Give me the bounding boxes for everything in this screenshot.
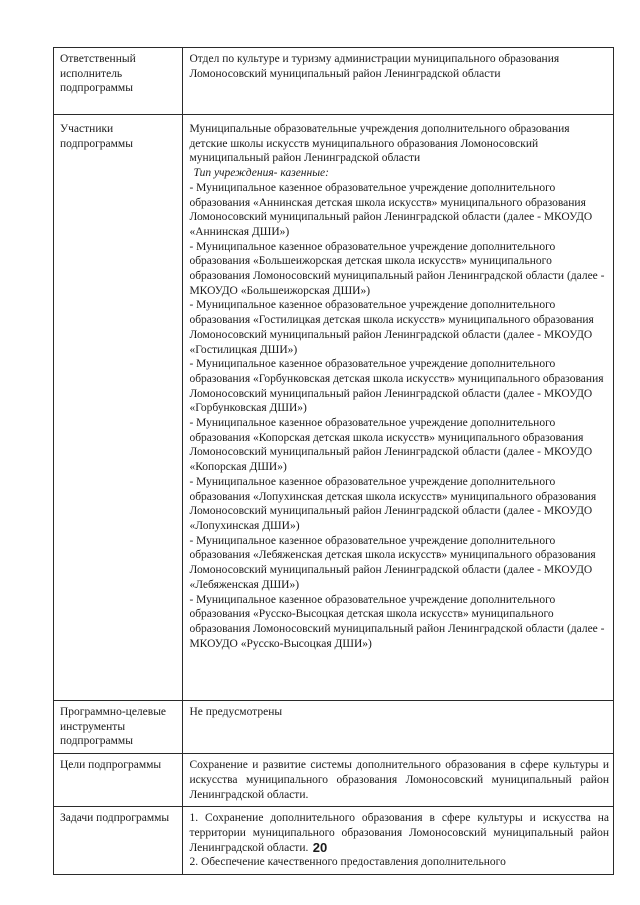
row-content-responsible: Отдел по культуре и туризму администрации муниципального образования Ломоносовский муниципальный район Ленинградской области — [183, 48, 614, 115]
participant-item: - Муниципальное казенное образовательное учреждение дополнительного образования «Русско-Высоцкая детская школа искусств» муниципального образования Ломоносовский муниципальный район Ленинградской области (далее - МКОУДО «Русско-Высоцкая ДШИ») — [189, 593, 605, 650]
row-label-participants: Участники подпрограммы — [54, 115, 183, 701]
table-row — [54, 701, 614, 754]
task-item: 1. Сохранение дополнительного образования в сфере культуры и искусства на территории муниципального образования Ломоносовский муниципальный район Ленинградской области. — [189, 812, 609, 854]
participant-item: - Муниципальное казенное образовательное учреждение дополнительного образования «Лебяженская детская школа искусств» муниципального образования Ломоносовский муниципальный район Ленинградской области (далее - МКОУДО «Лебяженская ДШИ») — [189, 534, 596, 591]
row-label-responsible: Ответственный исполнитель подпрограммы — [54, 48, 183, 115]
row-content-tools: Не предусмотрены — [183, 701, 614, 754]
row-label-tools: Программно-целевые инструменты подпрограммы — [54, 701, 183, 754]
row-label-goals: Цели подпрограммы — [54, 754, 183, 807]
participant-item: - Муниципальное казенное образовательное учреждение дополнительного образования «Гостилицкая детская школа искусств» муниципального образования Ломоносовский муниципальный район Ленинградской области (далее - МКОУДО «Гостилицкая ДШИ») — [189, 299, 594, 356]
row-content-participants — [183, 115, 614, 701]
program-table-page — [53, 47, 614, 875]
table-row — [54, 48, 614, 115]
table-row — [54, 115, 614, 701]
subprogram-passport-table — [53, 47, 614, 875]
participant-item: - Муниципальное казенное образовательное учреждение дополнительного образования «Аннинская детская школа искусств» муниципального образования Ломоносовский муниципальный район Ленинградской области (далее - МКОУДО «Аннинская ДШИ») — [189, 181, 593, 238]
row-label-tasks: Задачи подпрограммы — [54, 807, 183, 875]
participant-item: - Муниципальное казенное образовательное учреждение дополнительного образования «Горбунковская детская школа искусств» муниципального образования Ломоносовский муниципальный район Ленинградской области (далее - МКОУДО «Горбунковская ДШИ») — [189, 358, 604, 415]
task-item: 2. Обеспечение качественного предоставления дополнительного — [189, 856, 506, 869]
institution-type-line: Тип учреждения- казенные: — [193, 167, 329, 180]
table-row — [54, 754, 614, 807]
page-number: 20 — [312, 840, 328, 855]
participant-item: - Муниципальное казенное образовательное учреждение дополнительного образования «Лопухинская детская школа искусств» муниципального образования Ломоносовский муниципальный район Ленинградской области (далее - МКОУДО «Лопухинская ДШИ») — [189, 475, 597, 532]
participant-item: - Муниципальное казенное образовательное учреждение дополнительного образования «Копорская детская школа искусств» муниципального образования Ломоносовский муниципальный район Ленинградской области (далее - МКОУДО «Копорская ДШИ») — [189, 417, 593, 474]
participant-item: - Муниципальное казенное образовательное учреждение дополнительного образования «Большеижорская детская школа искусств» муниципального образования Ломоносовский муниципальный район Ленинградской области (далее - МКОУДО «Большеижорская ДШИ») — [189, 240, 605, 297]
participants-intro: Муниципальные образовательные учреждения дополнительного образования детские школы искусств муниципального образования Ломоносовский муниципальный район Ленинградской области — [189, 123, 570, 165]
row-content-goals: Сохранение и развитие системы дополнительного образования в сфере культуры и искусства муниципального образования Ломоносовский муниципальный район Ленинградской области. — [183, 754, 614, 807]
